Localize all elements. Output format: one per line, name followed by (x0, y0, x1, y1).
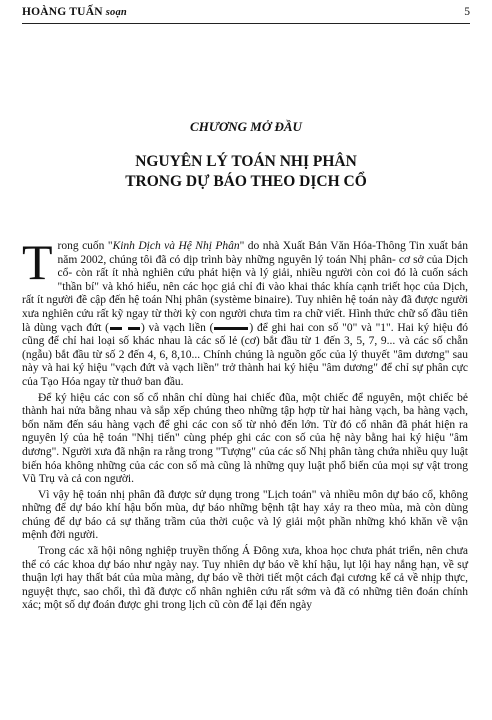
chapter-title (0, 152, 492, 192)
chapter-title-line-1: NGUYÊN LÝ TOÁN NHỊ PHÂN (135, 153, 357, 170)
header-rule (22, 23, 470, 24)
paragraph-3: Vì vậy hệ toán nhị phân đã được sử dụng trong "Lịch toán" và nhiều môn dự báo cổ, không những để dự báo khí hậu bốn mùa, dự báo những bệnh tật hay xảy ra theo mùa, mà còn dùng chúng để dự báo cả sự thăng trầm của thời cuộc và lý giải một phần những khó khăn về vận mệnh đời người. (22, 488, 468, 542)
page-number: 5 (464, 6, 470, 18)
paragraph-4: Trong các xã hội nông nghiệp truyền thống Á Đông xưa, khoa học chưa phát triển, nên chưa thể có các khoa dự báo như ngày nay. Tuy nhiên dự báo về khí hậu, lụt lội hay nắng hạn, về sự thuận lợi hay thất bát của mùa màng, dự báo về thời tiết một cách đại cương kể cả về nhịp thực, nguyệt thực, sao chổi, thì đã được cổ nhân nghiên cứu rất sớm và đã có những tiên đoán chính xác; một số dự đoán được ghi trong lịch cũ còn để lại đến ngày (22, 545, 468, 612)
book-title: Kinh Dịch và Hệ Nhị Phân (112, 240, 240, 252)
drop-cap: T (22, 234, 53, 290)
chapter-label: CHƯƠNG MỞ ĐẦU (190, 119, 302, 134)
author-name: HOÀNG TUẤN soạn (22, 6, 127, 18)
author-role: soạn (105, 7, 127, 18)
solid-line-symbol (214, 324, 248, 332)
paragraph-2: Để ký hiệu các con số cổ nhân chỉ dùng hai chiếc đũa, một chiếc để nguyên, một chiếc bẻ thành hai nửa bằng nhau và sắp xếp chúng theo những tập hợp từ hai hàng vạch, ba hàng vạch, bốn năm đến sáu hàng vạch để ghi các con số từ nhỏ đến lớn. Từ đó cổ nhân đã phát hiện ra nguyên lý của hệ toán "Nhị tiến" cùng phép ghi các con số của hệ này bằng hai ký hiệu "âm dương". Người xưa đã nhận ra rằng trong "Tượng" của các số Nhị phân tàng chứa nhiều quy luật biến hóa không những của các con số mà cũng là những quy luật phổ biến của mọi sự vật trong Vũ Trụ và cả con người. (22, 391, 468, 486)
chapter-title-line-2: TRONG DỰ BÁO THEO DỊCH CỔ (125, 173, 367, 190)
running-header (22, 6, 470, 22)
broken-line-symbol (110, 324, 140, 332)
body-text (22, 234, 468, 613)
paragraph-1: Trong cuốn "Kinh Dịch và Hệ Nhị Phân" do nhà Xuất Bản Văn Hóa-Thông Tin xuất bản năm 2002, chúng tôi đã có dịp trình bày những nguyên lý toán Nhị phân- cơ sở của Dịch cổ- còn rất ít nhà nghiên cứu phát hiện và lý giải, nhiều người còn coi đó là cuốn sách "thần bí" và khó hiểu, nên các học giả chỉ đi vào khai thác khía cạnh triết học của Dịch, rất ít người đề cập đến hệ toán Nhị phân (système binaire). Tuy nhiên hệ toán này đã được người xưa nghiên cứu rất kỹ ngay từ thời kỳ con người chưa tìm ra chữ viết. Hình thức chữ số đầu tiên là dùng vạch đứt ( ) và vạch liền ( ) để ghi hai con số "0" và "1". Hai ký hiệu đó cũng để chỉ hai loại số khác nhau là các số lẻ (cơ) bắt đầu từ 1 đến 3, 5, 7, 9... và các số chẵn (ngẫu) bắt đầu từ số 2 đến 4, 6, 8,10... Chính chúng là nguồn gốc của lý thuyết "âm dương" sau này và hai ký hiệu "vạch đứt và vạch liền" trở thành hai ký hiệu "âm dương" để chỉ sự phân cực của Tạo Hóa ngay từ thuở ban đầu. (22, 234, 468, 388)
